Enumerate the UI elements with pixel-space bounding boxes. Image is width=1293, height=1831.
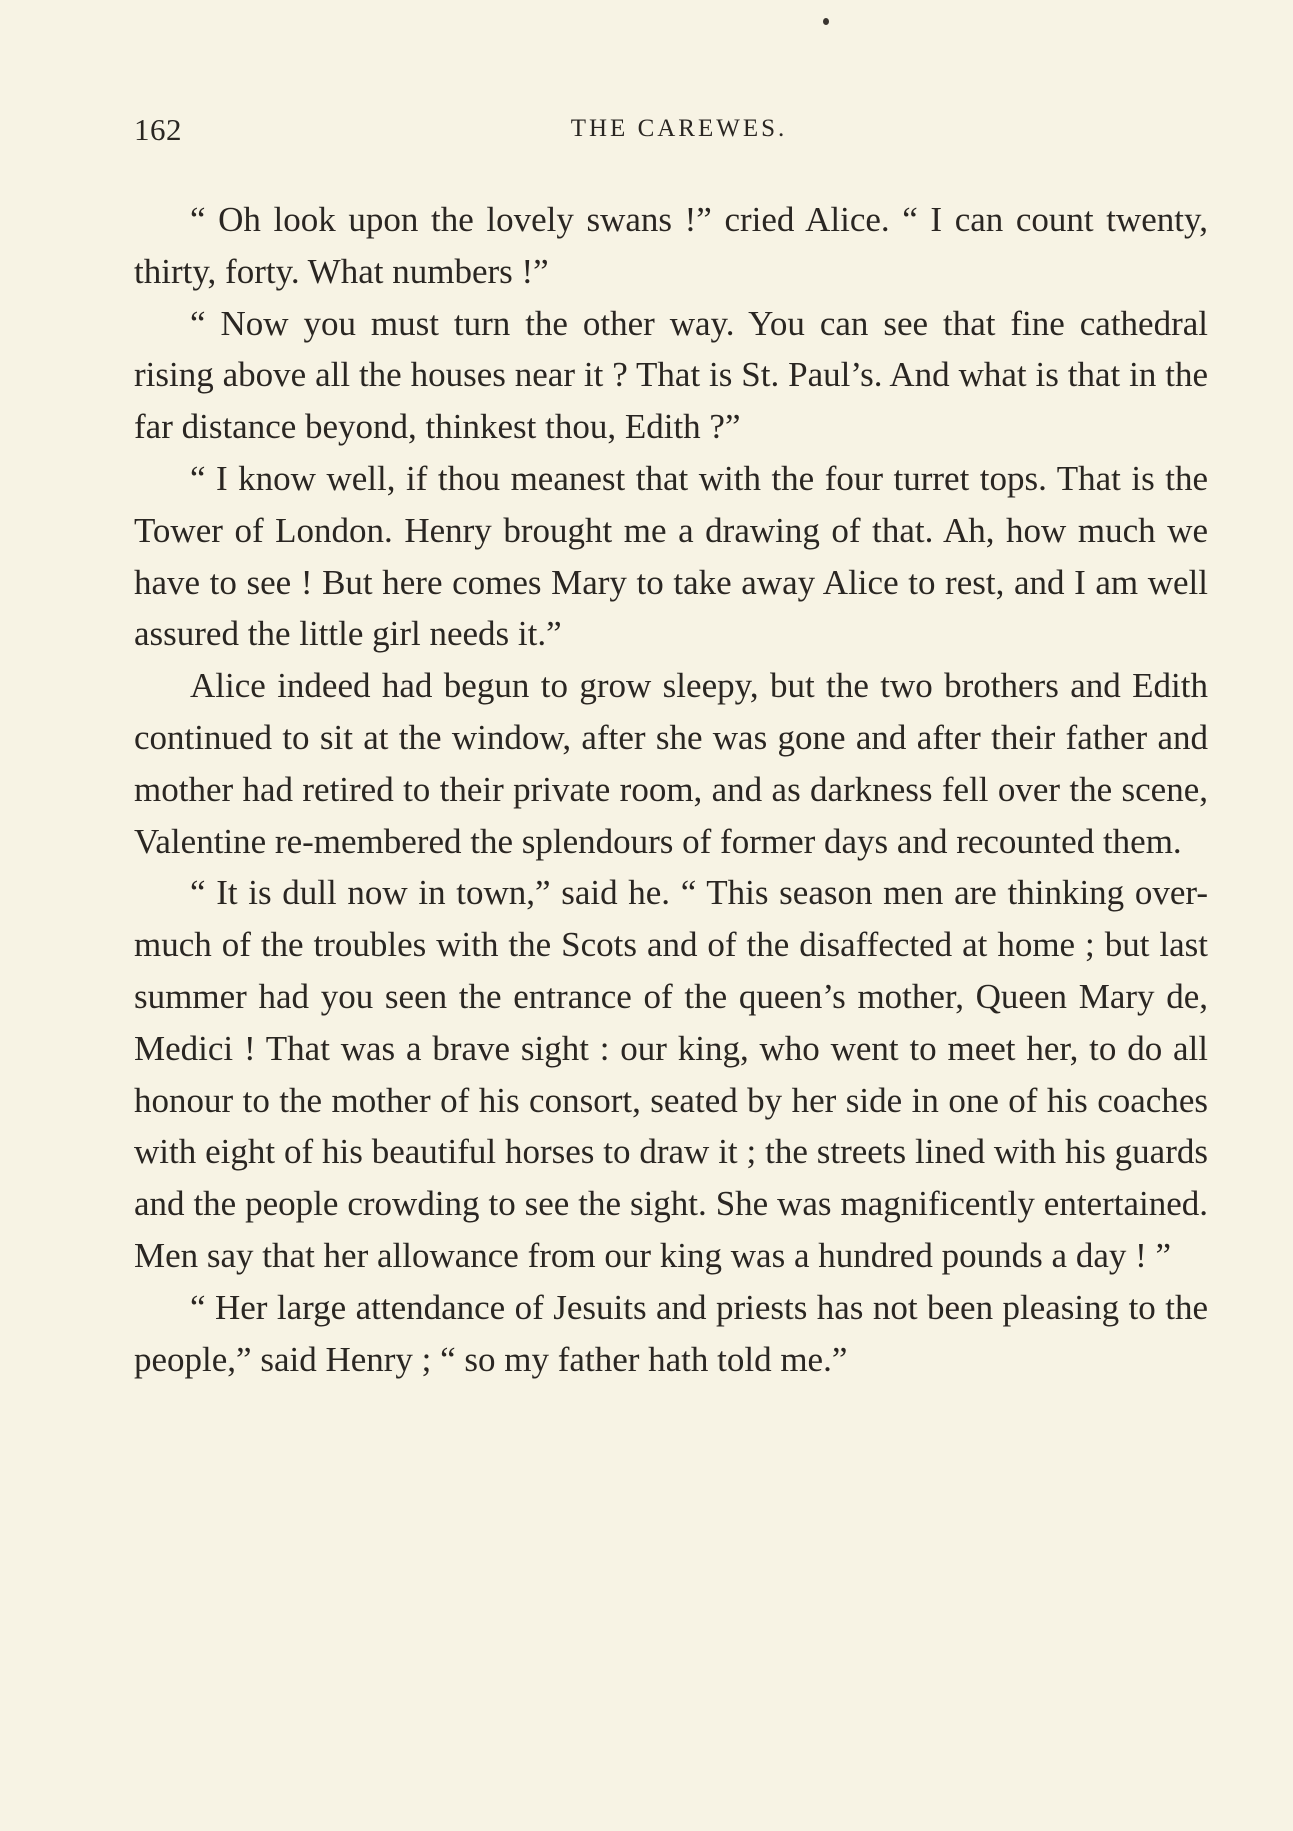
paragraph: “ Now you must turn the other way. You can see that fine cathedral rising above all the houses near it ? That is St. Paul’s. And what is that in the far distance beyond, thinkest thou, Edith ?” (134, 303, 1208, 447)
page-number: 162 (134, 112, 182, 147)
paragraph: “ Her large attendance of Jesuits and priests has not been pleasing to the people,” said Henry ; “ so my father hath told me.” (134, 1287, 1208, 1379)
body-text (134, 194, 1208, 1385)
paragraph: Alice indeed had begun to grow sleepy, but the two brothers and Edith continued to sit at the window, after she was gone and after their father and mother had retired to their private room, and as darkness fell over the scene, Valentine re-membered the splendours of former days and recounted them. (134, 666, 1208, 861)
running-head: THE CAREWES. (570, 115, 788, 142)
paragraph: “ Oh look upon the lovely swans !” cried Alice. “ I can count twenty, thirty, forty. What numbers !” (134, 200, 1208, 291)
page-header (134, 112, 1208, 154)
ink-speck (823, 18, 829, 25)
paragraph: “ It is dull now in town,” said he. “ This season men are thinking over-much of the troubles with the Scots and of the disaffected at home ; but last summer had you seen the entrance of the queen’s mother, Queen Mary de, Medici ! That was a brave sight : our king, who went to meet her, to do all honour to the mother of his consort, seated by her side in one of his coaches with eight of his beautiful horses to draw it ; the streets lined with his guards and the people crowding to see the sight. She was magnificently entertained. Men say that her allowance from our king was a hundred pounds a day ! ” (134, 873, 1208, 1275)
paragraph: “ I know well, if thou meanest that with the four turret tops. That is the Tower of London. Henry brought me a drawing of that. Ah, how much we have to see ! But here comes Mary to take away Alice to rest, and I am well assured the little girl needs it.” (134, 458, 1208, 654)
